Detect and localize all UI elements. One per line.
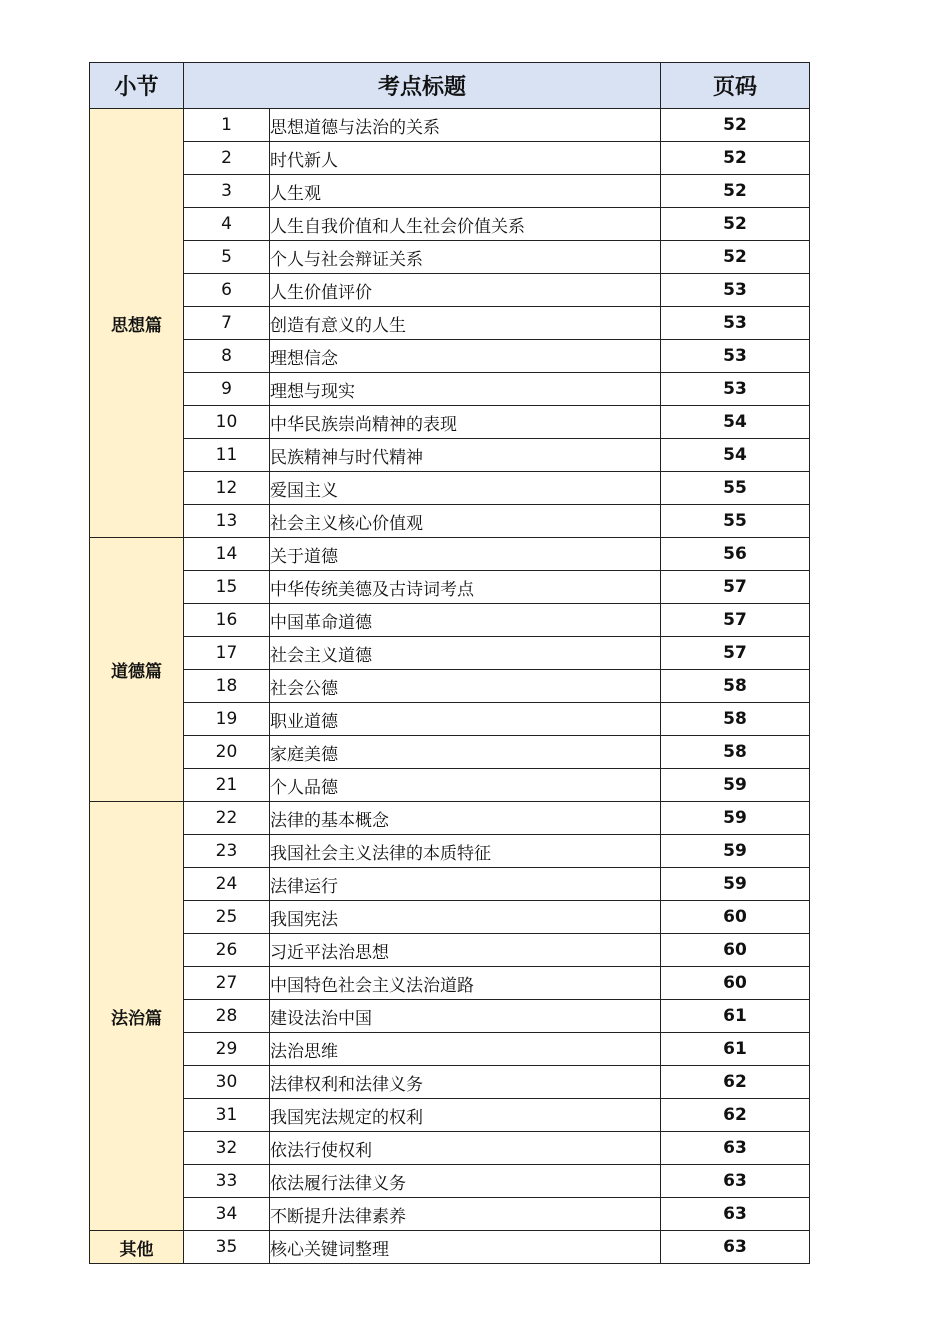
- page-number: 52: [661, 208, 810, 241]
- table-row: [90, 406, 810, 439]
- row-number: 32: [184, 1132, 270, 1165]
- row-number: 26: [184, 934, 270, 967]
- table-row: [90, 340, 810, 373]
- header-row: [90, 63, 810, 109]
- table-row: [90, 868, 810, 901]
- row-number: 12: [184, 472, 270, 505]
- topic-title: 习近平法治思想: [270, 934, 661, 967]
- topic-title: 核心关键词整理: [270, 1231, 661, 1264]
- page-number: 57: [661, 571, 810, 604]
- page-number: 58: [661, 670, 810, 703]
- row-number: 17: [184, 637, 270, 670]
- table-row: [90, 175, 810, 208]
- topic-title: 法律的基本概念: [270, 802, 661, 835]
- row-number: 29: [184, 1033, 270, 1066]
- page-number: 53: [661, 340, 810, 373]
- table-row: [90, 901, 810, 934]
- table-row: [90, 604, 810, 637]
- topic-title: 中国特色社会主义法治道路: [270, 967, 661, 1000]
- topic-title: 社会主义道德: [270, 637, 661, 670]
- topic-title: 创造有意义的人生: [270, 307, 661, 340]
- topic-title: 思想道德与法治的关系: [270, 109, 661, 142]
- table-row: [90, 736, 810, 769]
- page-number: 59: [661, 802, 810, 835]
- topic-title: 中华传统美德及古诗词考点: [270, 571, 661, 604]
- section-label: 其他: [90, 1231, 184, 1264]
- table-row: [90, 538, 810, 571]
- row-number: 10: [184, 406, 270, 439]
- page-number: 62: [661, 1066, 810, 1099]
- table-row: [90, 670, 810, 703]
- row-number: 14: [184, 538, 270, 571]
- table-row: [90, 472, 810, 505]
- row-number: 35: [184, 1231, 270, 1264]
- row-number: 6: [184, 274, 270, 307]
- row-number: 15: [184, 571, 270, 604]
- page-number: 55: [661, 472, 810, 505]
- row-number: 9: [184, 373, 270, 406]
- page-number: 63: [661, 1132, 810, 1165]
- page-number: 54: [661, 439, 810, 472]
- topic-title: 个人品德: [270, 769, 661, 802]
- topic-title: 我国宪法规定的权利: [270, 1099, 661, 1132]
- header-page: 页码: [661, 63, 810, 109]
- row-number: 18: [184, 670, 270, 703]
- topic-title: 中国革命道德: [270, 604, 661, 637]
- page-number: 60: [661, 901, 810, 934]
- row-number: 23: [184, 835, 270, 868]
- section-label: 思想篇: [90, 109, 184, 538]
- page-number: 54: [661, 406, 810, 439]
- topic-title: 不断提升法律素养: [270, 1198, 661, 1231]
- table-row: [90, 1099, 810, 1132]
- topic-title: 职业道德: [270, 703, 661, 736]
- page-number: 52: [661, 142, 810, 175]
- page-number: 52: [661, 109, 810, 142]
- table-row: [90, 1231, 810, 1264]
- row-number: 30: [184, 1066, 270, 1099]
- page-number: 58: [661, 736, 810, 769]
- row-number: 3: [184, 175, 270, 208]
- page-number: 53: [661, 373, 810, 406]
- topic-title: 中华民族崇尚精神的表现: [270, 406, 661, 439]
- table-row: [90, 703, 810, 736]
- topic-title: 我国宪法: [270, 901, 661, 934]
- topic-title: 社会主义核心价值观: [270, 505, 661, 538]
- table-row: [90, 637, 810, 670]
- page-number: 59: [661, 868, 810, 901]
- topic-title: 建设法治中国: [270, 1000, 661, 1033]
- page-number: 53: [661, 274, 810, 307]
- row-number: 19: [184, 703, 270, 736]
- topic-title: 人生观: [270, 175, 661, 208]
- row-number: 27: [184, 967, 270, 1000]
- topic-title: 理想信念: [270, 340, 661, 373]
- topic-title: 法律运行: [270, 868, 661, 901]
- section-label: 道德篇: [90, 538, 184, 802]
- row-number: 34: [184, 1198, 270, 1231]
- topic-title: 人生价值评价: [270, 274, 661, 307]
- topic-title: 依法履行法律义务: [270, 1165, 661, 1198]
- table-row: [90, 835, 810, 868]
- table-row: [90, 802, 810, 835]
- row-number: 33: [184, 1165, 270, 1198]
- row-number: 31: [184, 1099, 270, 1132]
- table-row: [90, 439, 810, 472]
- topic-title: 理想与现实: [270, 373, 661, 406]
- topic-title: 爱国主义: [270, 472, 661, 505]
- page-number: 62: [661, 1099, 810, 1132]
- row-number: 21: [184, 769, 270, 802]
- page-number: 59: [661, 835, 810, 868]
- table-row: [90, 142, 810, 175]
- row-number: 4: [184, 208, 270, 241]
- row-number: 22: [184, 802, 270, 835]
- row-number: 8: [184, 340, 270, 373]
- topic-title: 人生自我价值和人生社会价值关系: [270, 208, 661, 241]
- table-row: [90, 934, 810, 967]
- table-row: [90, 1198, 810, 1231]
- table-row: [90, 373, 810, 406]
- page-number: 63: [661, 1231, 810, 1264]
- table-row: [90, 241, 810, 274]
- table-row: [90, 1000, 810, 1033]
- page-number: 53: [661, 307, 810, 340]
- row-number: 16: [184, 604, 270, 637]
- table-row: [90, 571, 810, 604]
- toc-body: [90, 109, 810, 1264]
- row-number: 7: [184, 307, 270, 340]
- row-number: 13: [184, 505, 270, 538]
- row-number: 24: [184, 868, 270, 901]
- page-number: 60: [661, 934, 810, 967]
- table-row: [90, 967, 810, 1000]
- row-number: 28: [184, 1000, 270, 1033]
- page-number: 52: [661, 175, 810, 208]
- page-number: 61: [661, 1000, 810, 1033]
- table-row: [90, 769, 810, 802]
- table-row: [90, 1066, 810, 1099]
- topic-title: 个人与社会辩证关系: [270, 241, 661, 274]
- page-number: 59: [661, 769, 810, 802]
- row-number: 2: [184, 142, 270, 175]
- row-number: 20: [184, 736, 270, 769]
- page-number: 63: [661, 1198, 810, 1231]
- topic-title: 民族精神与时代精神: [270, 439, 661, 472]
- topic-title: 家庭美德: [270, 736, 661, 769]
- page-number: 56: [661, 538, 810, 571]
- topic-title: 社会公德: [270, 670, 661, 703]
- table-row: [90, 1165, 810, 1198]
- table-row: [90, 109, 810, 142]
- topic-title: 依法行使权利: [270, 1132, 661, 1165]
- topic-title: 我国社会主义法律的本质特征: [270, 835, 661, 868]
- page-number: 57: [661, 604, 810, 637]
- table-row: [90, 1132, 810, 1165]
- page-number: 57: [661, 637, 810, 670]
- topic-title: 法治思维: [270, 1033, 661, 1066]
- table-row: [90, 307, 810, 340]
- section-label: 法治篇: [90, 802, 184, 1231]
- page-number: 61: [661, 1033, 810, 1066]
- page-number: 58: [661, 703, 810, 736]
- table-row: [90, 505, 810, 538]
- table-row: [90, 274, 810, 307]
- page-number: 52: [661, 241, 810, 274]
- header-topic: 考点标题: [184, 63, 661, 109]
- page-number: 63: [661, 1165, 810, 1198]
- topic-title: 时代新人: [270, 142, 661, 175]
- header-section: 小节: [90, 63, 184, 109]
- page-number: 60: [661, 967, 810, 1000]
- row-number: 1: [184, 109, 270, 142]
- page-number: 55: [661, 505, 810, 538]
- table-row: [90, 208, 810, 241]
- row-number: 25: [184, 901, 270, 934]
- table-row: [90, 1033, 810, 1066]
- toc-table: [89, 62, 810, 1264]
- topic-title: 关于道德: [270, 538, 661, 571]
- row-number: 5: [184, 241, 270, 274]
- topic-title: 法律权利和法律义务: [270, 1066, 661, 1099]
- row-number: 11: [184, 439, 270, 472]
